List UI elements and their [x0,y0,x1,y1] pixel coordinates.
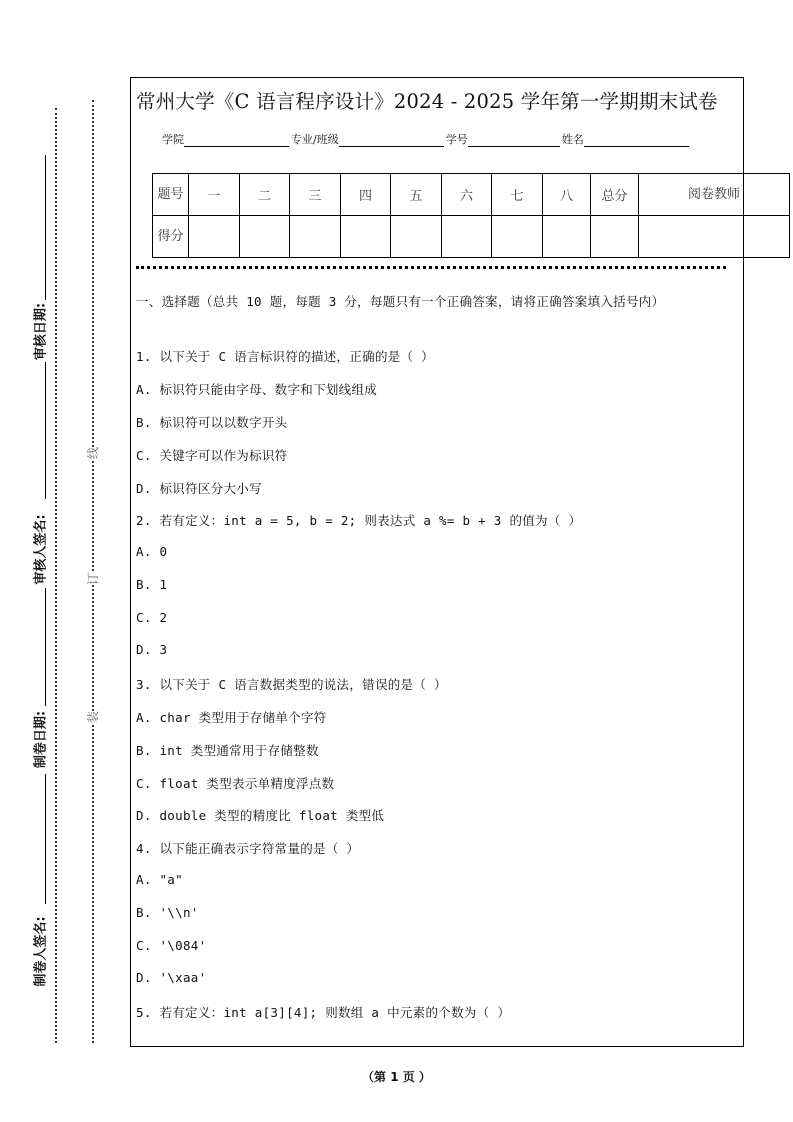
question-option: B. int 类型通常用于存储整数 [136,743,319,758]
question-option: B. 标识符可以以数字开头 [136,415,288,430]
major-class-field[interactable] [339,134,444,147]
score-cell[interactable] [492,216,543,258]
signature-line [45,774,46,904]
question-option: A. "a" [136,872,183,887]
signature-line [45,588,46,706]
signature-line [45,362,46,499]
question-option: D. 3 [136,642,168,657]
cut-line-outer [92,100,94,1043]
question-stem: 4. 以下能正确表示字符常量的是（ ） [136,841,360,856]
student-info-row [162,131,691,147]
bind-char-staple: 订 [86,572,101,586]
question-option: B. 1 [136,577,168,592]
question-option: A. char 类型用于存储单个字符 [136,710,327,725]
score-row [153,216,790,258]
question-option: C. '\084' [136,938,207,953]
question-option: B. '\\n' [136,905,199,920]
score-cell-total[interactable] [591,216,639,258]
question-option: D. '\xaa' [136,970,207,985]
question-option: A. 0 [136,544,168,559]
question-option: D. double 类型的精度比 float 类型低 [136,808,385,823]
score-cell[interactable] [543,216,591,258]
reviewer-signature-label: 审核人签名: [33,514,49,585]
col-header: 三 [290,174,341,216]
question-option: D. 标识符区分大小写 [136,481,262,496]
score-table [152,173,790,258]
col-header: 五 [391,174,442,216]
name-label: 姓名 [561,133,584,146]
col-header: 六 [442,174,492,216]
score-cell-grader[interactable] [639,216,790,258]
col-header: 七 [492,174,543,216]
question-option: C. 2 [136,610,168,625]
score-cell[interactable] [391,216,442,258]
question-option: C. float 类型表示单精度浮点数 [136,776,335,791]
dotted-separator [136,266,726,269]
question-stem: 1. 以下关于 C 语言标识符的描述，正确的是（ ） [136,349,434,364]
question-stem: 3. 以下关于 C 语言数据类型的说法，错误的是（ ） [136,677,447,692]
paper-date-label: 制卷日期: [33,710,49,769]
major-class-label: 专业/班级 [291,133,339,146]
score-cell[interactable] [442,216,492,258]
question-stem: 5. 若有定义：int a[3][4]; 则数组 a 中元素的个数为（ ） [136,1005,511,1020]
signature-line [45,155,46,300]
score-cell[interactable] [341,216,391,258]
student-id-label: 学号 [445,133,468,146]
question-option: A. 标识符只能由字母、数字和下划线组成 [136,382,378,397]
bind-char-bind: 装 [86,710,101,724]
score-cell[interactable] [240,216,290,258]
col-header: 四 [341,174,391,216]
score-cell[interactable] [290,216,341,258]
col-header-grader: 阅卷教师 [639,174,790,216]
section-title: 一、选择题（总共 10 题，每题 3 分，每题只有一个正确答案，请将正确答案填入括号内） [136,294,665,309]
col-header-total: 总分 [591,174,639,216]
col-header: 八 [543,174,591,216]
cut-line-inner [55,108,57,1043]
exam-title: 常州大学《C 语言程序设计》2024 - 2025 学年第一学期期末试卷 [136,90,718,113]
college-label: 学院 [162,133,184,146]
col-header: 一 [189,174,240,216]
row-header-question-number: 题号 [153,174,189,216]
question-number-row [153,174,790,216]
review-date-label: 审核日期: [33,302,49,361]
college-field[interactable] [184,134,289,147]
paper-author-signature-label: 制卷人签名: [33,916,49,987]
page-number: （第 1 页 ） [362,1070,431,1084]
student-id-field[interactable] [468,134,560,147]
row-header-score: 得分 [153,216,189,258]
bind-char-line: 线 [86,446,101,460]
name-field[interactable] [584,134,689,147]
col-header: 二 [240,174,290,216]
question-option: C. 关键字可以作为标识符 [136,448,288,463]
question-stem: 2. 若有定义：int a = 5, b = 2; 则表达式 a %= b + 3 的值为（ ） [136,513,582,528]
score-cell[interactable] [189,216,240,258]
